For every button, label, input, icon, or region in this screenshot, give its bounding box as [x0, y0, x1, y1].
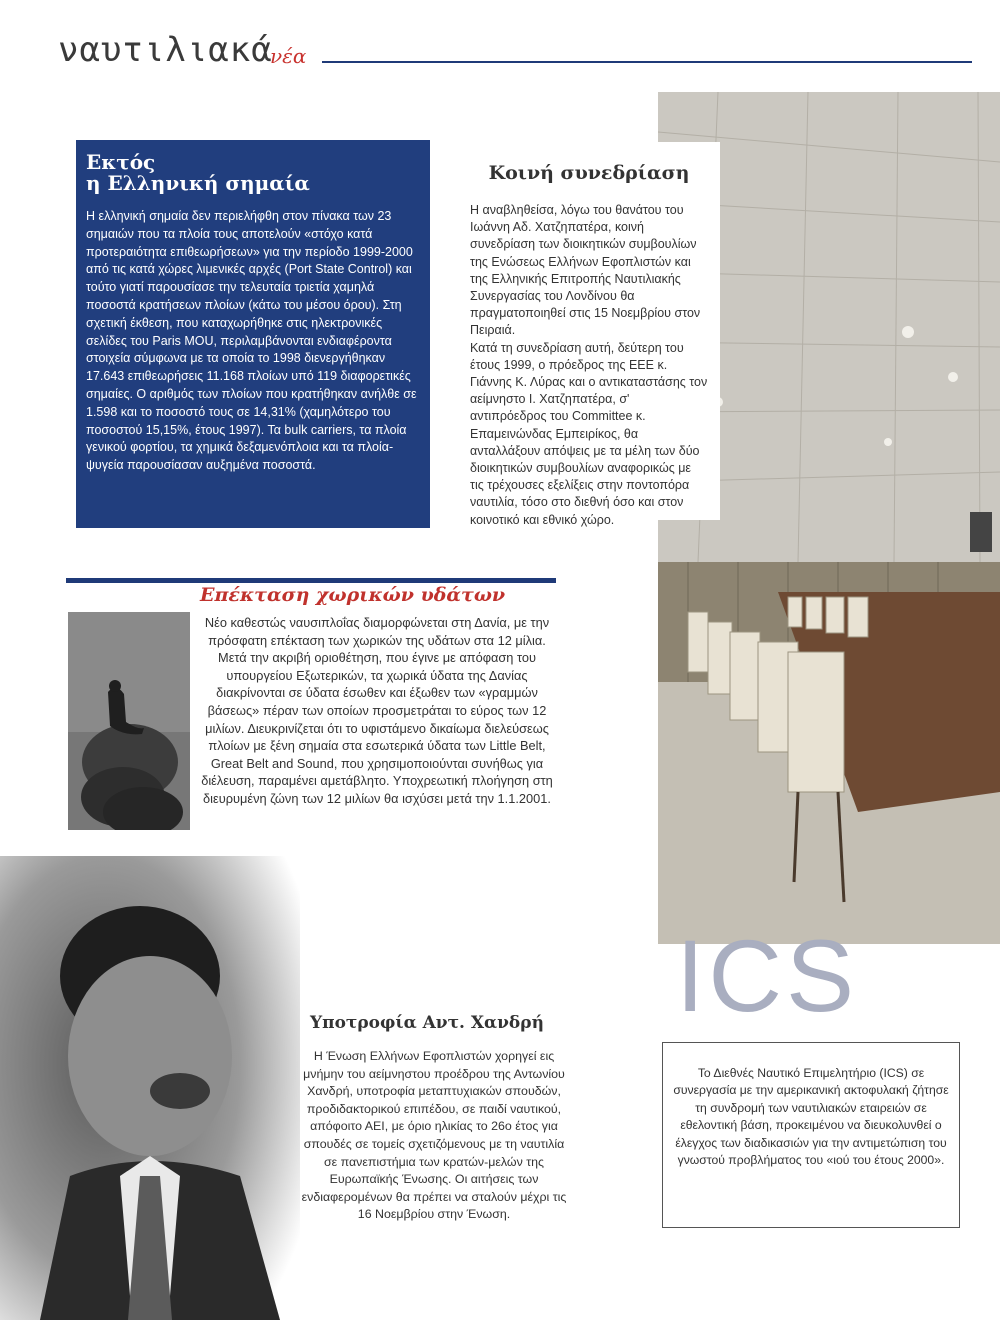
joint-meeting-paragraph-2: Κατά τη συνεδρίαση αυτή, δεύτερη του έτους 1999, ο πρόεδρος της ΕΕΕ κ. Γιάννης Κ. Λύρας και ο αντικαταστάσης τον αείμνηστο Ι. Χατζηπατέρα, σ' αντιπρόεδρος του Committee κ. Επαμεινώνδας Εμπειρίκος, θα ανταλλάξουν απόψεις με τα μέλη των δύο διοικητικών συμβουλίων αναφορικώς με τις τρέχουσες εξελίξεις στην ποντοπόρα ναυτιλία, τόσο στο διεθνή όσο και στον κοινοτικό και εθνικό χώρο. [470, 340, 708, 527]
section-rule [66, 578, 556, 583]
joint-meeting-paragraph-1: Η αναβληθείσα, λόγω του θανάτου του Ιωάννη Αδ. Χατζηπατέρα, κοινή συνεδρίαση των διοικητικών συμβουλίων της Ενώσεως Ελλήνων Εφοπλιστών και της Ελληνικής Επιτροπής Ναυτιλιακής Συνεργασίας του Λονδίνου θα πραγματοποιηθεί στις 15 Νοεμβρίου στον Πειραιά. [470, 203, 701, 338]
joint-meeting-article [455, 142, 720, 527]
ics-body: Το Διεθνές Ναυτικό Επιμελητήριο (ICS) σε συνεργασία με την αμερικανική ακτοφυλακή ζήτησε τη συνδρομή των ναυτιλιακών εταιρειών σε εθελοντική βάση, προκειμένου να διευκολυνθεί ο έλεγχος των διαδικασιών για την αντιμετώπιση του γνωστού προβλήματος του «ιού του έτους 2000». [673, 1066, 949, 1168]
joint-meeting-headline: Κοινή συνεδρίαση [488, 162, 690, 184]
chandris-portrait [0, 856, 300, 1320]
ics-article-box [662, 1042, 960, 1228]
little-mermaid-photo [68, 612, 190, 830]
greek-flag-headline [86, 152, 418, 194]
ics-logo: ICS [676, 919, 859, 1033]
scholarship-body: Η Ένωση Ελλήνων Εφοπλιστών χορηγεί εις μνήμην του αείμνηστου προέδρου της Αντωνίου Χανδρή, υποτροφία μεταπτυχιακών σπουδών, προδιδακτορικού επιπέδου, σε παιδί ναυτικού, απόφοιτο ΑΕΙ, με όριο ηλικίας το 26ο έτος για σπουδές σε τομείς σχετιζόμενους με τη ναυτιλία σε πανεπιστήμια των κρατών-μελών της Ευρωπαϊκής Ένωσης. Οι αιτήσεις των ενδιαφερομένων θα πρέπει να σταλούν μέχρι τις 16 Νοεμβρίου στην Ένωση. [301, 1049, 567, 1222]
mermaid-statue-illustration [68, 612, 190, 830]
portrait-illustration [0, 856, 300, 1320]
territorial-waters-body: Νέο καθεστώς ναυσιπλοΐας διαμορφώνεται στη Δανία, με την πρόσφατη επέκταση των χωρικών της υδάτων στα 12 μίλια. Μετά την ακριβή οριοθέτηση, που έγινε με απόφαση του υπουργείου Εξωτερικών, τα χωρικά ύδατα της Δανίας διακρίνονται σε ύδατα έσωθεν και έξωθεν των «γραμμών βάσεως» πέραν των οποίων προσμετράται το εύρος των 12 μιλίων. Διευκρινίζεται ότι το υφιστάμενο δικαίωμα διελεύσεως πλοίων με ξένη σημαία στα εσωτερικά ύδατα των Little Belt, Great Belt and Sound, που χρησιμοποιούνται συνήθως για διέλευση, παραμένει αμετάβλητο. Υποχρεωτική πλοήγηση στη διευρυμένη ζώνη των 12 μιλίων θα ισχύσει μετά την 1.1.2001. [201, 615, 553, 806]
greek-flag-body: Η ελληνική σημαία δεν περιελήφθη στον πίνακα των 23 σημαιών που τα πλοία τους αποτελούν «στόχο κατά προτεραιότητα επιθεωρήσεων» για την περίοδο 1999-2000 από τις κατά χώρες λιμενικές αρχές (Port State Control) και τούτο γιατί παρουσίασε την τελευταία τριετία χαμηλά ποσοστά κρατήσεων πλοίων (κάτω του μέσου όρου). Στη σχετική έκθεση, που καταχωρήθηκε στις ηλεκτρονικές σελίδες του Paris MOU, περιλαμβάνονται ενδιαφέροντα στοιχεία σύμφωνα με τα οποία το 1998 διενεργήθηκαν 17.643 επιθεωρήσεις 11.168 πλοίων υπό 119 διαφορετικές σημαίες. Ο αριθμός των πλοίων που κρατήθηκαν ανήλθε σε 1.598 και το ποσοστό τους σε 14,31% (χαμηλότερο του ποσοστού 15,15%, έτους 1997). Τα bulk carriers, τα πλοία γενικού φορτίου, τα χημικά δεξαμενόπλοια και τα πλοία-ψυγεία παρουσίασαν αυξημένα ποσοστά. [86, 209, 417, 473]
headline-line-2: η Ελληνική σημαία [86, 171, 310, 195]
greek-flag-article [76, 140, 430, 528]
magazine-brand: ναυτιλιακά [58, 30, 273, 70]
headline-line-1: Εκτός [86, 150, 156, 174]
magazine-section-subtitle: νέα [270, 44, 307, 68]
header-rule [322, 61, 972, 63]
scholarship-headline: Υποτροφία Αντ. Χανδρή [310, 1013, 544, 1033]
territorial-waters-headline: Επέκταση χωρικών υδάτων [200, 584, 506, 606]
